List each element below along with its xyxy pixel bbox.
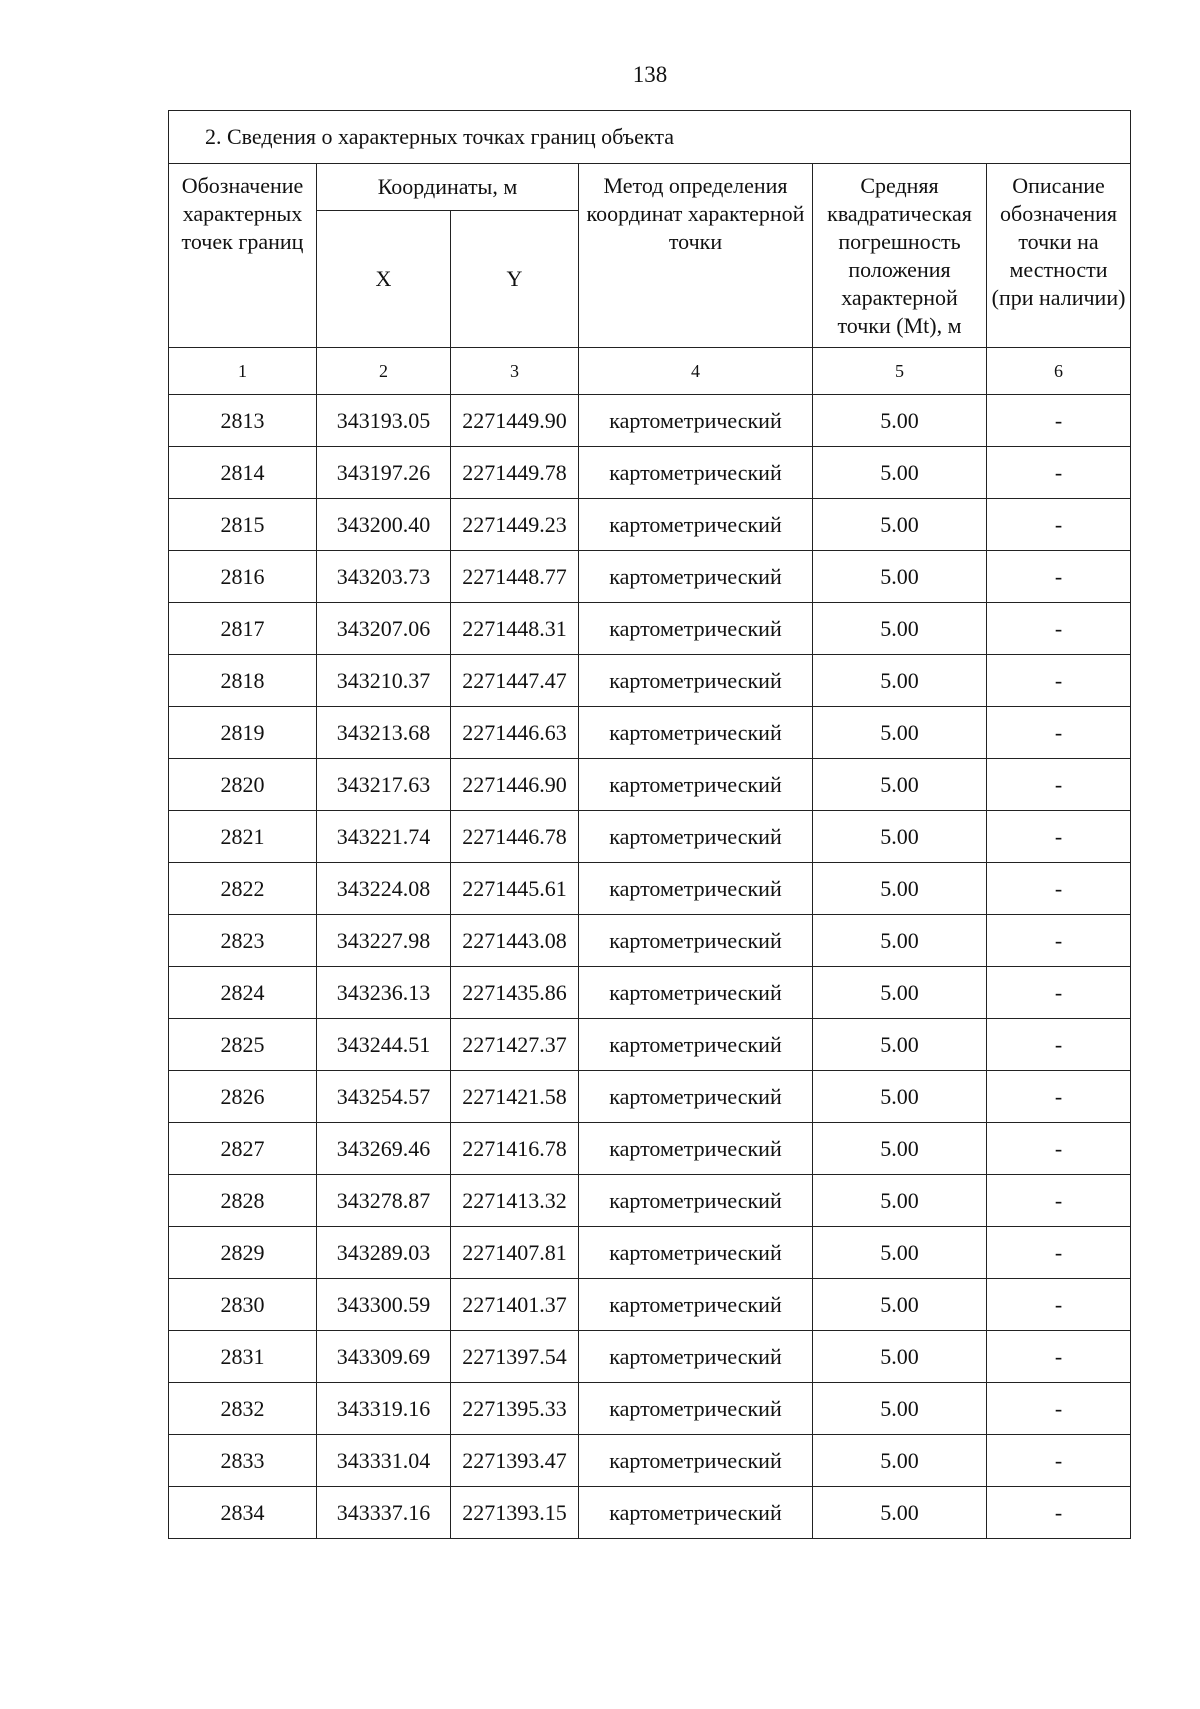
method-cell: картометрический	[579, 707, 813, 759]
description-cell: -	[987, 395, 1131, 447]
table-row	[169, 1279, 1131, 1331]
description-cell: -	[987, 759, 1131, 811]
method-cell: картометрический	[579, 1071, 813, 1123]
mse-cell: 5.00	[813, 551, 987, 603]
table-row	[169, 1071, 1131, 1123]
description-cell: -	[987, 1071, 1131, 1123]
description-cell: -	[987, 1227, 1131, 1279]
description-cell: -	[987, 603, 1131, 655]
method-cell: картометрический	[579, 863, 813, 915]
y-coordinate-cell: 2271427.37	[451, 1019, 579, 1071]
section-title: 2. Сведения о характерных точках границ объекта	[169, 111, 1131, 164]
x-coordinate-cell: 343278.87	[317, 1175, 451, 1227]
description-cell: -	[987, 1123, 1131, 1175]
point-id-cell: 2816	[169, 551, 317, 603]
column-numbers-row	[169, 348, 1131, 395]
y-coordinate-cell: 2271407.81	[451, 1227, 579, 1279]
y-coordinate-cell: 2271393.15	[451, 1487, 579, 1539]
y-coordinate-cell: 2271449.90	[451, 395, 579, 447]
x-coordinate-cell: 343244.51	[317, 1019, 451, 1071]
x-coordinate-cell: 343213.68	[317, 707, 451, 759]
page-number: 138	[632, 62, 668, 87]
y-coordinate-cell: 2271446.90	[451, 759, 579, 811]
table-row	[169, 655, 1131, 707]
table-row	[169, 863, 1131, 915]
method-cell: картометрический	[579, 499, 813, 551]
x-coordinate-cell: 343224.08	[317, 863, 451, 915]
description-cell: -	[987, 1383, 1131, 1435]
mse-cell: 5.00	[813, 447, 987, 499]
mse-cell: 5.00	[813, 1123, 987, 1175]
point-id-cell: 2823	[169, 915, 317, 967]
x-coordinate-cell: 343236.13	[317, 967, 451, 1019]
description-cell: -	[987, 655, 1131, 707]
point-id-cell: 2833	[169, 1435, 317, 1487]
description-cell: -	[987, 915, 1131, 967]
x-coordinate-cell: 343217.63	[317, 759, 451, 811]
description-cell: -	[987, 1435, 1131, 1487]
method-cell: картометрический	[579, 655, 813, 707]
table-row	[169, 447, 1131, 499]
description-cell: -	[987, 1019, 1131, 1071]
y-coordinate-cell: 2271395.33	[451, 1383, 579, 1435]
point-id-cell: 2820	[169, 759, 317, 811]
mse-cell: 5.00	[813, 759, 987, 811]
table-row	[169, 759, 1131, 811]
table-row	[169, 1435, 1131, 1487]
table-row	[169, 603, 1131, 655]
x-coordinate-cell: 343331.04	[317, 1435, 451, 1487]
y-coordinate-cell: 2271446.78	[451, 811, 579, 863]
y-coordinate-cell: 2271448.31	[451, 603, 579, 655]
point-id-cell: 2829	[169, 1227, 317, 1279]
point-id-cell: 2832	[169, 1383, 317, 1435]
method-cell: картометрический	[579, 603, 813, 655]
x-coordinate-cell: 343193.05	[317, 395, 451, 447]
mse-cell: 5.00	[813, 1435, 987, 1487]
description-cell: -	[987, 1487, 1131, 1539]
x-coordinate-cell: 343254.57	[317, 1071, 451, 1123]
method-cell: картометрический	[579, 759, 813, 811]
description-cell: -	[987, 1279, 1131, 1331]
point-id-cell: 2821	[169, 811, 317, 863]
column-number: 2	[317, 348, 451, 395]
table-row	[169, 915, 1131, 967]
mse-cell: 5.00	[813, 655, 987, 707]
description-cell: -	[987, 551, 1131, 603]
description-cell: -	[987, 447, 1131, 499]
mse-cell: 5.00	[813, 863, 987, 915]
header-description: Описание обозначения точки на местности (при наличии)	[987, 164, 1131, 348]
y-coordinate-cell: 2271449.78	[451, 447, 579, 499]
table-row	[169, 1383, 1131, 1435]
point-id-cell: 2819	[169, 707, 317, 759]
table-row	[169, 1019, 1131, 1071]
y-coordinate-cell: 2271449.23	[451, 499, 579, 551]
point-id-cell: 2817	[169, 603, 317, 655]
method-cell: картометрический	[579, 1331, 813, 1383]
header-mse: Средняя квадратическая погрешность положения характерной точки (Mt), м	[813, 164, 987, 348]
mse-cell: 5.00	[813, 395, 987, 447]
table-row	[169, 811, 1131, 863]
table-row	[169, 551, 1131, 603]
method-cell: картометрический	[579, 1227, 813, 1279]
y-coordinate-cell: 2271447.47	[451, 655, 579, 707]
point-id-cell: 2825	[169, 1019, 317, 1071]
point-id-cell: 2828	[169, 1175, 317, 1227]
x-coordinate-cell: 343203.73	[317, 551, 451, 603]
column-number: 6	[987, 348, 1131, 395]
method-cell: картометрический	[579, 395, 813, 447]
x-coordinate-cell: 343319.16	[317, 1383, 451, 1435]
method-cell: картометрический	[579, 1175, 813, 1227]
y-coordinate-cell: 2271416.78	[451, 1123, 579, 1175]
mse-cell: 5.00	[813, 967, 987, 1019]
method-cell: картометрический	[579, 915, 813, 967]
x-coordinate-cell: 343227.98	[317, 915, 451, 967]
point-id-cell: 2834	[169, 1487, 317, 1539]
method-cell: картометрический	[579, 967, 813, 1019]
y-coordinate-cell: 2271393.47	[451, 1435, 579, 1487]
table-row	[169, 1487, 1131, 1539]
description-cell: -	[987, 967, 1131, 1019]
column-number: 5	[813, 348, 987, 395]
table-row	[169, 707, 1131, 759]
mse-cell: 5.00	[813, 603, 987, 655]
method-cell: картометрический	[579, 1123, 813, 1175]
point-id-cell: 2814	[169, 447, 317, 499]
description-cell: -	[987, 811, 1131, 863]
mse-cell: 5.00	[813, 1071, 987, 1123]
y-coordinate-cell: 2271401.37	[451, 1279, 579, 1331]
y-coordinate-cell: 2271397.54	[451, 1331, 579, 1383]
header-method: Метод определения координат характерной точки	[579, 164, 813, 348]
table-row	[169, 1227, 1131, 1279]
method-cell: картометрический	[579, 447, 813, 499]
x-coordinate-cell: 343210.37	[317, 655, 451, 707]
y-coordinate-cell: 2271435.86	[451, 967, 579, 1019]
description-cell: -	[987, 1175, 1131, 1227]
header-coordinates: Координаты, м	[317, 164, 579, 211]
y-coordinate-cell: 2271413.32	[451, 1175, 579, 1227]
point-id-cell: 2813	[169, 395, 317, 447]
x-coordinate-cell: 343197.26	[317, 447, 451, 499]
point-id-cell: 2827	[169, 1123, 317, 1175]
point-id-cell: 2831	[169, 1331, 317, 1383]
point-id-cell: 2815	[169, 499, 317, 551]
header-x: X	[317, 211, 451, 348]
table-row	[169, 499, 1131, 551]
mse-cell: 5.00	[813, 1175, 987, 1227]
mse-cell: 5.00	[813, 915, 987, 967]
table-body	[169, 395, 1131, 1539]
method-cell: картометрический	[579, 811, 813, 863]
point-id-cell: 2824	[169, 967, 317, 1019]
mse-cell: 5.00	[813, 1227, 987, 1279]
method-cell: картометрический	[579, 1019, 813, 1071]
mse-cell: 5.00	[813, 1279, 987, 1331]
method-cell: картометрический	[579, 1435, 813, 1487]
x-coordinate-cell: 343221.74	[317, 811, 451, 863]
x-coordinate-cell: 343289.03	[317, 1227, 451, 1279]
table-row	[169, 1331, 1131, 1383]
header-point-designation: Обозначение характерных точек границ	[169, 164, 317, 348]
header-y: Y	[451, 211, 579, 348]
description-cell: -	[987, 1331, 1131, 1383]
method-cell: картометрический	[579, 551, 813, 603]
table-row	[169, 967, 1131, 1019]
mse-cell: 5.00	[813, 1331, 987, 1383]
point-id-cell: 2822	[169, 863, 317, 915]
table-row	[169, 395, 1131, 447]
point-id-cell: 2826	[169, 1071, 317, 1123]
x-coordinate-cell: 343269.46	[317, 1123, 451, 1175]
table-row	[169, 1123, 1131, 1175]
x-coordinate-cell: 343309.69	[317, 1331, 451, 1383]
mse-cell: 5.00	[813, 1019, 987, 1071]
y-coordinate-cell: 2271445.61	[451, 863, 579, 915]
method-cell: картометрический	[579, 1383, 813, 1435]
column-number: 3	[451, 348, 579, 395]
mse-cell: 5.00	[813, 499, 987, 551]
x-coordinate-cell: 343200.40	[317, 499, 451, 551]
method-cell: картометрический	[579, 1487, 813, 1539]
y-coordinate-cell: 2271421.58	[451, 1071, 579, 1123]
mse-cell: 5.00	[813, 811, 987, 863]
description-cell: -	[987, 707, 1131, 759]
x-coordinate-cell: 343300.59	[317, 1279, 451, 1331]
mse-cell: 5.00	[813, 707, 987, 759]
column-number: 1	[169, 348, 317, 395]
x-coordinate-cell: 343207.06	[317, 603, 451, 655]
description-cell: -	[987, 499, 1131, 551]
description-cell: -	[987, 863, 1131, 915]
method-cell: картометрический	[579, 1279, 813, 1331]
mse-cell: 5.00	[813, 1487, 987, 1539]
table-row	[169, 1175, 1131, 1227]
boundary-points-table	[168, 110, 1131, 1539]
x-coordinate-cell: 343337.16	[317, 1487, 451, 1539]
y-coordinate-cell: 2271443.08	[451, 915, 579, 967]
mse-cell: 5.00	[813, 1383, 987, 1435]
point-id-cell: 2830	[169, 1279, 317, 1331]
y-coordinate-cell: 2271448.77	[451, 551, 579, 603]
y-coordinate-cell: 2271446.63	[451, 707, 579, 759]
column-number: 4	[579, 348, 813, 395]
point-id-cell: 2818	[169, 655, 317, 707]
